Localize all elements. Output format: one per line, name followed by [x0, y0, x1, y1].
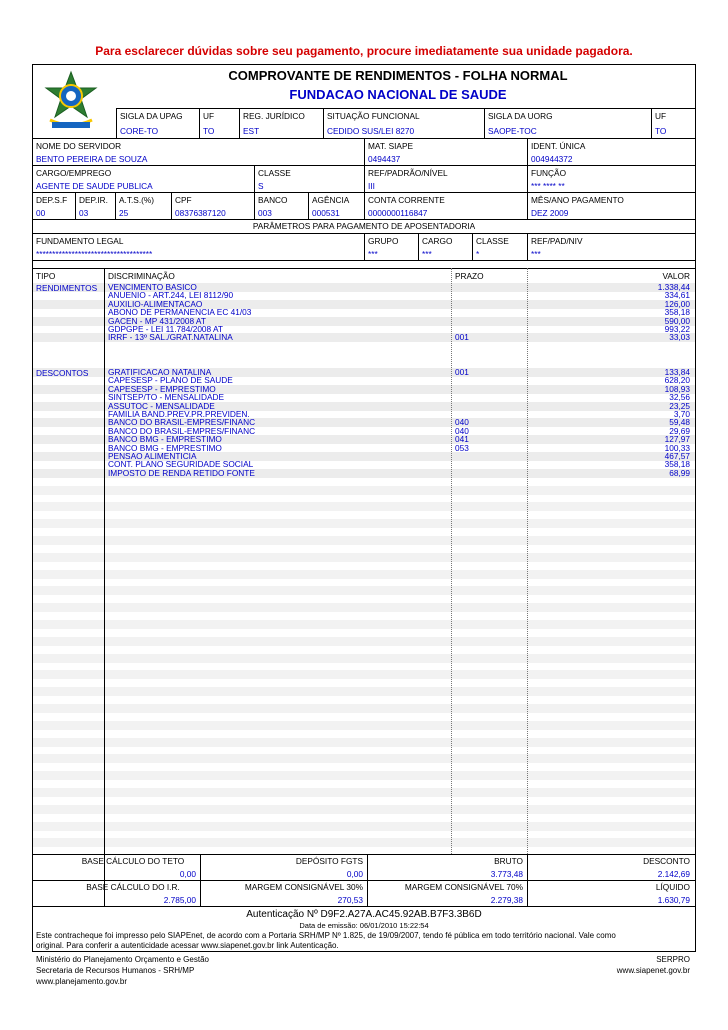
label-sigla-uorg: SIGLA DA UORG — [488, 111, 553, 121]
value-uf2: TO — [655, 126, 667, 136]
footer-planejamento-link[interactable]: www.planejamento.gov.br — [36, 977, 128, 986]
value-reg-juridico: EST — [243, 126, 260, 136]
value-dep-sf: 00 — [36, 208, 46, 218]
value-margem30: 270,53 — [337, 895, 363, 905]
footer-ministry: Ministério do Planejamento Orçamento e Gestão — [36, 955, 209, 964]
row-stripe — [33, 654, 695, 663]
header-valor: VALOR — [662, 271, 690, 281]
table-row-valor: 108,93 — [664, 383, 690, 394]
coat-of-arms-icon — [42, 70, 100, 132]
organization-name: FUNDACAO NACIONAL DE SAUDE — [289, 87, 507, 102]
row-stripe — [33, 822, 695, 831]
table-row-description: ANUENIO - ART.244, LEI 8112/90 — [108, 290, 234, 301]
row-stripe — [33, 502, 695, 511]
label-conta: CONTA CORRENTE — [368, 195, 445, 205]
header-discriminacao: DISCRIMINAÇÃO — [108, 271, 175, 281]
label-ref: REF/PADRÃO/NÍVEL — [368, 168, 448, 178]
table-row-valor: 358,18 — [664, 459, 690, 470]
value-conta: 0000000116847 — [368, 208, 428, 218]
table-row-prazo: 001 — [455, 367, 469, 377]
table-row-valor: 59,48 — [669, 417, 690, 428]
divider — [116, 108, 696, 109]
label-fgts: DEPÓSITO FGTS — [295, 856, 363, 866]
table-row-valor: 23,25 — [669, 400, 690, 411]
label-dep-ir: DEP.IR. — [79, 195, 108, 205]
auth-code: Autenticação Nº D9F2.A27A.AC45.92AB.B7F3.3B6D — [246, 909, 482, 920]
value-param-cargo: *** — [422, 249, 432, 259]
table-row-description: CONT. PLANO SEGURIDADE SOCIAL — [108, 459, 254, 470]
table-row-valor: 993,22 — [664, 324, 690, 334]
label-param-cargo: CARGO — [422, 236, 453, 246]
label-param-classe: CLASSE — [476, 236, 509, 246]
row-stripe — [33, 620, 695, 629]
row-stripe — [33, 704, 695, 713]
table-row-description: ABONO DE PERMANENCIA EC 41/03 — [108, 307, 252, 318]
value-sigla-uorg: SAOPE-TOC — [488, 126, 537, 136]
value-funcao: *** **** ** — [531, 181, 565, 191]
row-stripe — [33, 536, 695, 545]
label-ref-pad: REF/PAD/NIV — [531, 236, 583, 246]
value-ident: 004944372 — [531, 154, 573, 164]
table-row-description: CAPESESP - PLANO DE SAUDE — [108, 375, 233, 386]
table-row-valor: 33,03 — [669, 332, 690, 343]
row-stripe — [33, 603, 695, 612]
value-fgts: 0,00 — [346, 869, 363, 879]
row-stripe — [33, 771, 695, 780]
table-row-valor: 32,56 — [669, 392, 690, 403]
row-stripe — [33, 586, 695, 595]
row-stripe — [33, 788, 695, 797]
table-row-valor: 68,99 — [669, 467, 690, 478]
auth-date: Data de emissão: 06/01/2010 15:22:54 — [299, 921, 429, 930]
tipo-rendimentos: RENDIMENTOS — [36, 283, 98, 293]
label-funcao: FUNÇÃO — [531, 168, 567, 178]
table-row-description: IRRF - 13º SAL./GRAT.NATALINA — [108, 332, 233, 343]
row-stripe — [33, 519, 695, 528]
label-margem30: MARGEM CONSIGNÁVEL 30% — [244, 882, 363, 892]
value-liquido: 1.630,79 — [657, 895, 690, 905]
label-classe: CLASSE — [258, 168, 291, 178]
table-row-prazo: 001 — [455, 332, 469, 343]
table-row-description: FAMILIA BAND.PREV.PR.PREVIDEN. — [108, 409, 250, 419]
auth-note-line1: Este contracheque foi impresso pelo SIAPEnet, de acordo com a Portaria SRH/MP Nº 1.825, de 19/09/2007, tendo fé pública em todo território nacional. Vale como — [36, 931, 616, 940]
label-uf2: UF — [655, 111, 667, 121]
value-dep-ir: 03 — [79, 208, 89, 218]
table-row-description: PENSAO ALIMENTICIA — [108, 451, 197, 461]
table-row-prazo: 041 — [455, 434, 469, 445]
label-cargo: CARGO/EMPREGO — [36, 168, 112, 178]
header-prazo: PRAZO — [455, 271, 484, 281]
value-ref-pad: *** — [531, 249, 541, 259]
value-desconto: 2.142,69 — [657, 869, 690, 879]
table-row-description: BANCO BMG - EMPRESTIMO — [108, 434, 222, 445]
label-sigla-upag: SIGLA DA UPAG — [120, 111, 183, 121]
label-ident: IDENT. ÚNICA — [531, 141, 586, 151]
row-stripe — [33, 754, 695, 763]
label-mes: MÊS/ANO PAGAMENTO — [531, 195, 624, 205]
table-row-description: GDPGPE - LEI 11.784/2008 AT — [108, 324, 223, 334]
table-row-valor: 100,33 — [664, 442, 690, 453]
row-stripe — [33, 570, 695, 579]
value-situacao: CEDIDO SUS/LEI 8270 — [327, 126, 415, 136]
value-ref: III — [368, 181, 375, 191]
table-row-description: BANCO BMG - EMPRESTIMO — [108, 442, 222, 453]
value-cargo: AGENTE DE SAUDE PUBLICA — [36, 181, 153, 191]
label-base-teto: BASE CÁLCULO DO TETO — [81, 856, 185, 866]
row-stripe — [33, 486, 695, 495]
table-row-prazo: 040 — [455, 425, 469, 436]
value-fundamento: ************************************ — [36, 249, 153, 259]
table-row-description: SINTSEP/TO - MENSALIDADE — [108, 392, 225, 403]
table-row-valor: 358,18 — [664, 307, 690, 318]
label-grupo: GRUPO — [368, 236, 399, 246]
table-row-description: GACEN - MP 431/2008 AT — [108, 315, 206, 326]
value-nome: BENTO PEREIRA DE SOUZA — [36, 154, 148, 164]
value-grupo: *** — [368, 249, 378, 259]
table-row-valor: 467,57 — [664, 451, 690, 461]
label-uf: UF — [203, 111, 215, 121]
row-stripe — [33, 838, 695, 847]
footer-serpro: SERPRO — [656, 955, 690, 964]
table-row-description: ASSUTOC - MENSALIDADE — [108, 400, 215, 411]
value-cpf: 08376387120 — [175, 208, 226, 218]
label-reg-juridico: REG. JURÍDICO — [243, 111, 305, 121]
table-row-description: IMPOSTO DE RENDA RETIDO FONTE — [108, 467, 255, 478]
table-row-prazo: 053 — [455, 442, 469, 453]
table-row-description: AUXILIO-ALIMENTACAO — [108, 298, 203, 309]
table-row-valor: 133,84 — [664, 367, 690, 377]
value-base-teto: 0,00 — [179, 869, 196, 879]
label-banco: BANCO — [258, 195, 288, 205]
label-fundamento: FUNDAMENTO LEGAL — [36, 236, 124, 246]
params-title: PARÂMETROS PARA PAGAMENTO DE APOSENTADORIA — [252, 221, 476, 231]
table-row-valor: 29,69 — [669, 425, 690, 436]
value-base-ir: 2.785,00 — [163, 895, 196, 905]
header-tipo: TIPO — [36, 271, 56, 281]
label-desconto: DESCONTO — [643, 856, 690, 866]
value-bruto: 3.773,48 — [490, 869, 523, 879]
table-row-valor: 334,61 — [664, 290, 690, 301]
row-stripe — [33, 738, 695, 747]
label-ats: A.T.S.(%) — [119, 195, 155, 205]
label-mat-siape: MAT. SIAPE — [368, 141, 414, 151]
auth-note-line2: original. Para conferir a autenticidade acessar www.siapenet.gov.br link Autenticação. — [36, 941, 339, 950]
table-row-valor: 3,70 — [673, 409, 690, 419]
value-mat-siape: 0494437 — [368, 154, 401, 164]
label-dep-sf: DEP.S.F — [36, 195, 68, 205]
table-row-valor: 127,97 — [664, 434, 690, 445]
footer-secretaria: Secretaria de Recursos Humanos - SRH/MP — [36, 966, 195, 975]
table-row-prazo: 040 — [455, 417, 469, 428]
label-margem70: MARGEM CONSIGNÁVEL 70% — [404, 882, 523, 892]
help-banner: Para esclarecer dúvidas sobre seu pagamento, procure imediatamente sua unidade pagadora. — [95, 44, 633, 58]
table-row-description: BANCO DO BRASIL-EMPRES/FINANC — [108, 417, 256, 428]
table-row-valor: 590,00 — [664, 315, 690, 326]
table-row-valor: 126,00 — [664, 298, 690, 309]
row-stripe — [33, 721, 695, 730]
value-param-classe: * — [476, 249, 480, 259]
table-row-description: GRATIFICACAO NATALINA — [108, 367, 212, 377]
footer-siapenet-link[interactable]: www.siapenet.gov.br — [616, 966, 690, 975]
table-row-description: CAPESESP - EMPRESTIMO — [108, 383, 216, 394]
label-bruto: BRUTO — [494, 856, 523, 866]
row-stripe — [33, 670, 695, 679]
label-liquido: LÍQUIDO — [655, 882, 690, 892]
row-stripe — [33, 687, 695, 696]
value-margem70: 2.279,38 — [490, 895, 523, 905]
value-banco: 003 — [258, 208, 272, 218]
document-title: COMPROVANTE DE RENDIMENTOS - FOLHA NORMAL — [228, 68, 568, 83]
table-row-description: VENCIMENTO BASICO — [108, 282, 197, 292]
table-row-valor: 1.338,44 — [657, 282, 690, 292]
label-agencia: AGÊNCIA — [312, 195, 350, 205]
tipo-descontos: DESCONTOS — [36, 368, 89, 378]
table-row-description: BANCO DO BRASIL-EMPRES/FINANC — [108, 425, 256, 436]
row-stripe — [33, 805, 695, 814]
value-sigla-upag: CORE-TO — [120, 126, 159, 136]
label-base-ir: BASE CÁLCULO DO I.R. — [86, 882, 180, 892]
table-row-valor: 628,20 — [664, 375, 690, 386]
value-ats: 25 — [119, 208, 129, 218]
label-situacao: SITUAÇÃO FUNCIONAL — [327, 111, 420, 121]
value-uf: TO — [203, 126, 215, 136]
value-agencia: 000531 — [312, 208, 340, 218]
value-classe: S — [258, 181, 264, 191]
label-nome: NOME DO SERVIDOR — [36, 141, 122, 151]
label-cpf: CPF — [175, 195, 192, 205]
row-stripe — [33, 637, 695, 646]
row-stripe — [33, 553, 695, 562]
value-mes: DEZ 2009 — [531, 208, 569, 218]
